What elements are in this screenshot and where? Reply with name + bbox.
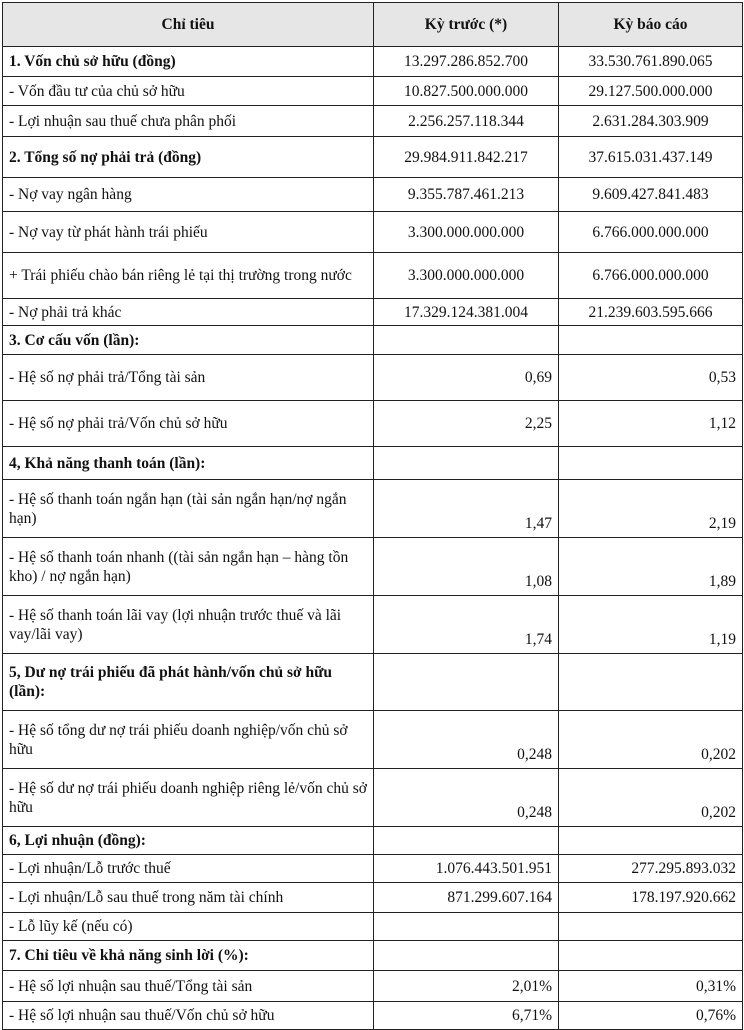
row-current-value	[559, 654, 743, 711]
row-previous-value: 10.827.500.000.000	[374, 77, 559, 106]
row-label: - Vốn đầu tư của chủ sở hữu	[3, 77, 374, 106]
header-indicator: Chỉ tiêu	[3, 3, 374, 47]
row-label: 6, Lợi nhuận (đồng):	[3, 827, 374, 855]
table-row	[3, 480, 743, 538]
row-current-value: 1,89	[559, 538, 743, 596]
table-row	[3, 106, 743, 137]
table-row	[3, 401, 743, 447]
row-label: - Hệ số thanh toán nhanh ((tài sản ngắn hạn – hàng tồn kho) / nợ ngắn hạn)	[3, 538, 374, 596]
row-current-value: 1,12	[559, 401, 743, 447]
row-previous-value	[374, 913, 559, 941]
row-previous-value: 1,47	[374, 480, 559, 538]
row-current-value	[559, 447, 743, 480]
row-label: + Trái phiếu chào bán riêng lẻ tại thị trường trong nước	[3, 253, 374, 299]
row-label: 7. Chỉ tiêu về khả năng sinh lời (%):	[3, 941, 374, 971]
row-current-value: 277.295.893.032	[559, 855, 743, 883]
row-previous-value: 29.984.911.842.217	[374, 137, 559, 178]
header-reporting-period: Kỳ báo cáo	[559, 3, 743, 47]
row-label: - Hệ số nợ phải trả/Vốn chủ sở hữu	[3, 401, 374, 447]
row-current-value: 178.197.920.662	[559, 883, 743, 913]
row-label: - Hệ số lợi nhuận sau thuế/Tổng tài sản	[3, 971, 374, 1002]
row-previous-value: 2,25	[374, 401, 559, 447]
row-current-value: 33.530.761.890.065	[559, 47, 743, 77]
row-label: - Hệ số lợi nhuận sau thuế/Vốn chủ sở hữu	[3, 1002, 374, 1030]
row-previous-value	[374, 941, 559, 971]
table-row	[3, 212, 743, 253]
table-header-row	[3, 3, 743, 47]
row-previous-value: 0,248	[374, 769, 559, 827]
row-current-value: 6.766.000.000.000	[559, 253, 743, 299]
row-current-value: 2,19	[559, 480, 743, 538]
row-current-value: 29.127.500.000.000	[559, 77, 743, 106]
header-previous-period: Kỳ trước (*)	[374, 3, 559, 47]
row-previous-value	[374, 654, 559, 711]
row-current-value: 0,31%	[559, 971, 743, 1002]
table-row	[3, 253, 743, 299]
row-previous-value: 6,71%	[374, 1002, 559, 1030]
row-previous-value: 2.256.257.118.344	[374, 106, 559, 137]
row-previous-value	[374, 827, 559, 855]
table-row	[3, 1002, 743, 1030]
table-row	[3, 855, 743, 883]
row-previous-value: 1,74	[374, 596, 559, 654]
table-body	[3, 47, 743, 1030]
row-previous-value: 13.297.286.852.700	[374, 47, 559, 77]
row-current-value: 6.766.000.000.000	[559, 212, 743, 253]
row-label: - Hệ số dư nợ trái phiếu doanh nghiệp riêng lẻ/vốn chủ sở hữu	[3, 769, 374, 827]
row-label: - Hệ số tổng dư nợ trái phiếu doanh nghiệp/vốn chủ sở hữu	[3, 711, 374, 769]
table-row	[3, 178, 743, 212]
row-current-value: 37.615.031.437.149	[559, 137, 743, 178]
row-label: - Hệ số thanh toán lãi vay (lợi nhuận trước thuế và lãi vay/lãi vay)	[3, 596, 374, 654]
table-row	[3, 77, 743, 106]
row-previous-value: 3.300.000.000.000	[374, 212, 559, 253]
row-current-value	[559, 913, 743, 941]
row-label: 4, Khả năng thanh toán (lần):	[3, 447, 374, 480]
table-row	[3, 769, 743, 827]
table-row	[3, 299, 743, 326]
row-previous-value: 1.076.443.501.951	[374, 855, 559, 883]
table-row	[3, 137, 743, 178]
table-row	[3, 941, 743, 971]
row-current-value: 0,202	[559, 711, 743, 769]
table-row	[3, 355, 743, 401]
row-previous-value: 17.329.124.381.004	[374, 299, 559, 326]
row-label: 2. Tổng số nợ phải trả (đồng)	[3, 137, 374, 178]
table-row	[3, 538, 743, 596]
row-current-value	[559, 827, 743, 855]
row-label: 3. Cơ cấu vốn (lần):	[3, 326, 374, 355]
row-label: - Hệ số thanh toán ngắn hạn (tài sản ngắn hạn/nợ ngắn hạn)	[3, 480, 374, 538]
row-previous-value: 3.300.000.000.000	[374, 253, 559, 299]
table-row	[3, 47, 743, 77]
table-row	[3, 596, 743, 654]
row-label: - Lợi nhuận sau thuế chưa phân phối	[3, 106, 374, 137]
row-label: 5, Dư nợ trái phiếu đã phát hành/vốn chủ sở hữu (lần):	[3, 654, 374, 711]
row-current-value: 0,202	[559, 769, 743, 827]
financial-indicators-table	[2, 2, 743, 1030]
row-label: - Lỗ lũy kế (nếu có)	[3, 913, 374, 941]
row-previous-value: 2,01%	[374, 971, 559, 1002]
row-previous-value: 1,08	[374, 538, 559, 596]
row-label: 1. Vốn chủ sở hữu (đồng)	[3, 47, 374, 77]
row-current-value	[559, 941, 743, 971]
row-label: - Nợ phải trả khác	[3, 299, 374, 326]
table-row	[3, 971, 743, 1002]
row-previous-value	[374, 447, 559, 480]
row-current-value: 1,19	[559, 596, 743, 654]
row-previous-value: 9.355.787.461.213	[374, 178, 559, 212]
row-label: - Lợi nhuận/Lỗ trước thuế	[3, 855, 374, 883]
row-label: - Lợi nhuận/Lỗ sau thuế trong năm tài chính	[3, 883, 374, 913]
table-row	[3, 913, 743, 941]
row-previous-value: 871.299.607.164	[374, 883, 559, 913]
row-label: - Nợ vay từ phát hành trái phiếu	[3, 212, 374, 253]
row-current-value: 9.609.427.841.483	[559, 178, 743, 212]
row-label: - Hệ số nợ phải trả/Tổng tài sản	[3, 355, 374, 401]
row-previous-value	[374, 326, 559, 355]
table-row	[3, 883, 743, 913]
table-row	[3, 654, 743, 711]
row-current-value: 0,53	[559, 355, 743, 401]
table-row	[3, 827, 743, 855]
row-current-value: 21.239.603.595.666	[559, 299, 743, 326]
row-current-value: 0,76%	[559, 1002, 743, 1030]
row-previous-value: 0,248	[374, 711, 559, 769]
table-row	[3, 326, 743, 355]
table-row	[3, 447, 743, 480]
row-label: - Nợ vay ngân hàng	[3, 178, 374, 212]
row-current-value: 2.631.284.303.909	[559, 106, 743, 137]
row-previous-value: 0,69	[374, 355, 559, 401]
table-row	[3, 711, 743, 769]
row-current-value	[559, 326, 743, 355]
